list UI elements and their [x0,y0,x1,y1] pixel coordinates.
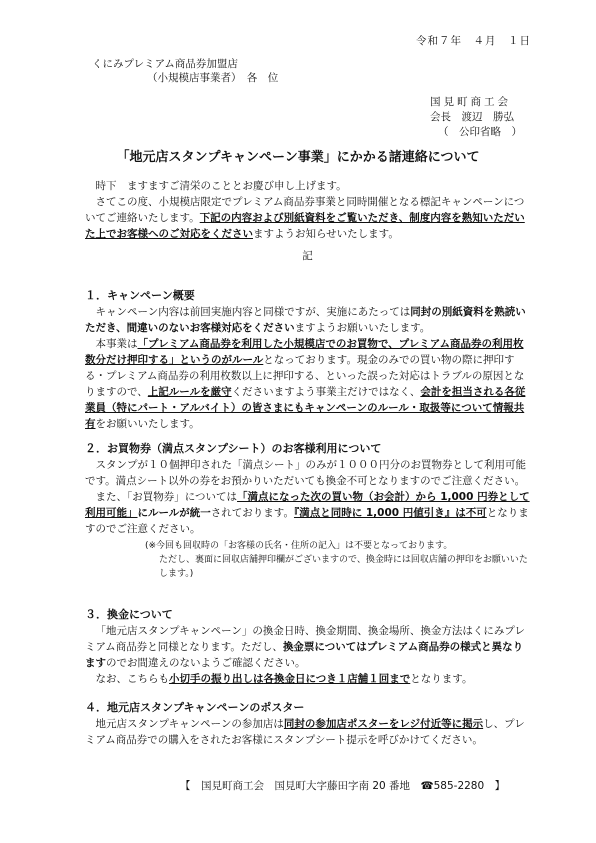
sender-seal-note: （ 公印省略 ） [438,126,522,138]
section-2-paragraph-2 [85,489,530,537]
section-4 [85,700,530,748]
intro-text-emphasis: 下記の内容および別紙資料をご覧いただき、制度内容を熟知いただいた上でお客様へのご対応をください [85,212,525,240]
section-1 [85,288,530,432]
section-3-heading: ３．換金について [85,608,173,621]
voucher-rule-emphasis: 「満点になった次の買い物（お会計）から 1,000 円券として利用可能」 [85,491,530,519]
intro-section [85,178,530,264]
exchange-caution-text: のでお間違えのないようご確認ください。 [106,657,306,669]
intro-text-c: ますようお知らせいたします。 [253,228,399,240]
section-4-paragraph [85,716,530,748]
exchange-form-emphasis: 換金票についてはプレミアム商品券の様式と異なります [85,641,524,669]
collection-note-line-2: ただし、裏面に回収店舗押印欄がございますので、換金時には回収店舗の押印をお願いいたします。) [159,555,528,579]
check-intro-text: なお、こちらも [95,673,169,685]
addressee-line-1: くにみプレミアム商品券加盟店 [92,58,238,70]
addressee-line-2: （小規模店事業者） 各 位 [147,72,279,84]
intro-text-a: さてこの度、小規模店限定でプレミアム商品券事業と同時開催となる標記キャンペーンについてご連絡いたします。 [85,196,525,224]
document-date: 令和７年 ４月 １日 [416,35,531,47]
poster-intro-text: 地元店スタンプキャンペーンの参加店は [95,718,284,730]
section-1-paragraph-2 [85,336,530,432]
section-1-heading: １．キャンペーン概要 [85,289,195,302]
section-2-heading: ２．お買物券（満点スタンプシート）のお客様利用について [85,442,382,455]
rule-strict-emphasis: 上記ルールを厳守 [147,386,232,398]
poster-closing-text: し、プレミアム商品券での購入をされたお客様にスタンプシート提示を呼びかけてください。 [85,718,525,746]
sender-block [420,95,522,140]
staff-share-emphasis: 会計を担当される各従業員（特にパート・アルバイト）の皆さまにもキャンペーンのルール・取扱等について情報共有 [85,386,526,430]
voucher-prohibition-emphasis: 『満点と同時に 1,000 円値引き』は不可 [293,507,487,519]
footer-contact: 【 国見町商工会 国見町大字藤田字南 20 番地 ☎585-2280 】 [180,780,506,792]
greeting: 時下 ますますご清栄のこととお慶び申し上げます。 [95,180,347,192]
section-3-paragraph-1 [85,623,530,671]
sender-org: 国見町商工会 [430,96,511,108]
intro-paragraph [85,194,530,242]
section-3 [85,607,530,687]
section-1-text: キャンペーン内容は前回実施内容と同様ですが、実施にあたっては [95,306,411,318]
sender-name: 会長 渡辺 勝弘 [430,111,514,123]
rule-intro-text: 本事業は [95,338,138,350]
section-1-emphasis: 同封の別紙資料を熟読いただき、間違いのないお客様対応をください [85,306,526,334]
rule-emphasis: 「プレミアム商品券を利用した小規模店でのお買物で、プレミアム商品券の利用枚数分だけ押印する」というのがルール [85,338,524,366]
collection-note [145,539,530,581]
section-2 [85,441,530,581]
voucher-unified-emphasis: にルールが統一 [137,507,211,519]
exchange-text: 「地元店スタンプキャンペーン」の換金日時、換金期間、換金場所、換金方法はくにみプレミアム商品券と同様となります。ただし、 [85,625,525,653]
section-4-heading: ４．地元店スタンプキャンペーンのポスター [85,701,305,714]
ki-mark: 記 [302,250,313,262]
rule-request-text: くださいますよう事業主だけではなく、 [231,386,421,398]
voucher-caution-text: となりますのでご注意ください。 [85,507,529,535]
rule-closing-text: をお願いいたします。 [95,418,200,430]
section-1-paragraph-1 [85,304,530,336]
voucher-intro-text: また、「お買物券」については [95,491,238,503]
section-2-paragraph-1: スタンプが１０個押印された「満点シート」のみが１０００円分のお買物券として利用可能です。満点シート以外の券をお預かりいただいても換金不可となりますのでご注意ください。 [85,459,526,487]
poster-emphasis: 同封の参加店ポスターをレジ付近等に掲示 [283,718,484,730]
voucher-unified-text: されております。 [210,507,294,519]
check-limit-emphasis: 小切手の振り出しは各換金日につき１店舗１回まで [169,673,411,685]
document-title: 「地元店スタンプキャンペーン事業」にかかる諸連絡について [116,150,480,165]
collection-note-line-1: (※今回も回収時の「お客様の氏名・住所の記入」は不要となっております。 [145,541,453,551]
section-3-paragraph-2 [85,671,530,687]
section-1-text-end: ますようお願いいたします。 [294,322,431,334]
check-closing-text: となります。 [410,673,473,685]
rule-explanation: となっております。現金のみでの買い物の際に押印する・プレミアム商品券の利用枚数以上に押印する、といった誤った対応はトラブルの原因となりますので、 [85,354,525,398]
